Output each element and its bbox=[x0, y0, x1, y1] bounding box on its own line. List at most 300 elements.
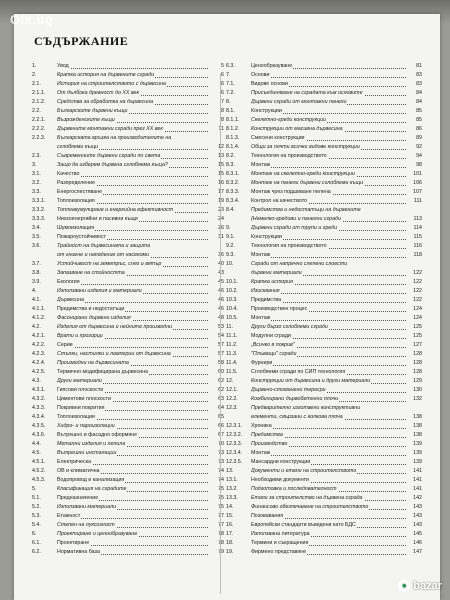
toc-page-number: 141 bbox=[413, 468, 422, 474]
toc-number: 12.3.5. bbox=[226, 459, 243, 465]
toc-number: 9.2. bbox=[226, 243, 235, 249]
toc-page-number: 78 bbox=[218, 540, 224, 546]
toc-number: 12.3.3. bbox=[226, 441, 243, 447]
toc-entry-text: Монтаж на панели дървени сглобяеми къщи bbox=[251, 180, 364, 186]
toc-row bbox=[226, 521, 422, 530]
toc-row bbox=[226, 530, 422, 539]
toc-entry-text: Модулни сгради bbox=[251, 333, 291, 339]
toc-entry-text: Монтаж bbox=[251, 315, 271, 321]
toc-row bbox=[32, 530, 224, 539]
toc-row bbox=[226, 62, 422, 71]
toc-page-number: 63 bbox=[218, 396, 224, 402]
toc-number: 12.2. bbox=[226, 396, 238, 402]
toc-row bbox=[226, 197, 422, 206]
toc-number: 4.2.5. bbox=[32, 369, 46, 375]
toc-page-number: 74 bbox=[218, 477, 224, 483]
toc-row bbox=[226, 152, 422, 161]
toc-entry-text: Конструкции bbox=[251, 108, 282, 114]
toc-page-number: 84 bbox=[416, 99, 422, 105]
toc-row bbox=[32, 449, 224, 458]
toc-row bbox=[32, 341, 224, 350]
toc-row bbox=[226, 71, 422, 80]
toc-number: 5. bbox=[32, 486, 37, 492]
toc-page-number: 31 bbox=[218, 234, 224, 240]
toc-page-number: 12 bbox=[218, 144, 224, 150]
toc-page-number: 15 bbox=[218, 162, 224, 168]
toc-entry-text: (Немелко-гредови и панелни сгради bbox=[251, 216, 341, 222]
toc-page-number: 17 bbox=[218, 189, 224, 195]
toc-row bbox=[226, 476, 422, 485]
toc-number: 9.3. bbox=[226, 252, 235, 258]
toc-row bbox=[226, 359, 422, 368]
toc-page-number: 65 bbox=[218, 414, 224, 420]
toc-number: 4.2.1. bbox=[32, 333, 46, 339]
toc-entry-text: Монтаж bbox=[251, 450, 271, 456]
toc-number: 12.3.4. bbox=[226, 450, 243, 456]
toc-entry-text: Дървено-стоманени тересри bbox=[251, 387, 326, 393]
toc-page-number: 147 bbox=[413, 549, 422, 555]
toc-number: 5.1. bbox=[32, 495, 41, 501]
toc-number: 3.3.1. bbox=[32, 198, 46, 204]
toc-entry-text: Електрическа bbox=[57, 459, 92, 465]
toc-page-number: 45 bbox=[218, 279, 224, 285]
toc-entry-text: Вътрешни инсталации bbox=[57, 450, 117, 456]
toc-entry-text: Шумоизолация bbox=[57, 225, 95, 231]
toc-number: 10.3. bbox=[226, 297, 238, 303]
toc-page-number: 11 bbox=[218, 126, 224, 132]
toc-page-number: 138 bbox=[413, 432, 422, 438]
toc-row bbox=[226, 269, 422, 278]
toc-entry-text: елементи, свързани с колкова плоча bbox=[251, 414, 343, 420]
toc-entry-text: Нискоенергийни и пасивни къщи bbox=[57, 216, 138, 222]
toc-page-number: 118 bbox=[413, 252, 422, 258]
toc-number: 4.2.4. bbox=[32, 360, 46, 366]
toc-number: 1. bbox=[32, 63, 37, 69]
toc-entry-text: Разпределение bbox=[57, 180, 96, 186]
toc-page-number: 6 bbox=[221, 90, 224, 96]
toc-entry-text: Европейски стандарти въведени като БДС bbox=[251, 522, 356, 528]
toc-row bbox=[226, 179, 422, 188]
toc-number: 8.3.3. bbox=[226, 189, 240, 195]
toc-row bbox=[32, 386, 224, 395]
toc-number: 8.3.4. bbox=[226, 198, 240, 204]
toc-entry-text: Хроника bbox=[251, 423, 272, 429]
toc-row bbox=[32, 107, 224, 116]
toc-number: 13. bbox=[226, 468, 234, 474]
toc-number: 8.3.1. bbox=[226, 171, 240, 177]
toc-row bbox=[226, 278, 422, 287]
toc-number: 4.2. bbox=[32, 324, 41, 330]
toc-row bbox=[226, 98, 422, 107]
toc-entry-text: Врати и прозорци bbox=[57, 333, 103, 339]
toc-entry-text: Комбинирани дървобетонни плочи bbox=[251, 396, 339, 402]
toc-page-number: 85 bbox=[416, 108, 422, 114]
toc-number: 8.3. bbox=[226, 162, 235, 168]
toc-entry-text: Степен на луксозност bbox=[57, 522, 115, 528]
toc-number: 10.1. bbox=[226, 279, 238, 285]
toc-entry-text: Други материали bbox=[57, 378, 102, 384]
toc-row bbox=[226, 548, 422, 557]
toc-column-left bbox=[32, 62, 224, 557]
toc-page-number: 92 bbox=[416, 144, 422, 150]
toc-entry-text: ОВ и климатична bbox=[57, 468, 100, 474]
toc-entry-text: Използвани изделия и материали bbox=[57, 288, 142, 294]
toc-row bbox=[32, 368, 224, 377]
toc-row bbox=[32, 80, 224, 89]
toc-page-number: 143 bbox=[413, 522, 422, 528]
toc-entry-text: Нормативна база bbox=[57, 549, 100, 555]
toc-page-number: 75 bbox=[218, 495, 224, 501]
toc-page-number: 138 bbox=[413, 423, 422, 429]
toc-row bbox=[32, 440, 224, 449]
toc-row bbox=[226, 440, 422, 449]
toc-entry-text: Общи за почти всички видове конструкции bbox=[251, 144, 360, 150]
toc-entry-text: Необходими документи bbox=[251, 477, 310, 483]
toc-row bbox=[32, 233, 224, 242]
toc-row bbox=[226, 395, 422, 404]
toc-entry-text: Защо да изберем дървена сглобяема къща? bbox=[57, 162, 168, 168]
toc-number: 4.5.2. bbox=[32, 468, 46, 474]
toc-number: 4.1.2. bbox=[32, 315, 46, 321]
toc-page-number: 139 bbox=[413, 450, 422, 456]
toc-number: 2.1. bbox=[32, 81, 41, 87]
toc-number: 8.1.4. bbox=[226, 144, 240, 150]
toc-number: 3. bbox=[32, 162, 37, 168]
toc-number: 6. bbox=[32, 531, 37, 537]
bazar-label: bazar bbox=[413, 580, 442, 592]
toc-row bbox=[32, 161, 224, 170]
toc-row bbox=[226, 287, 422, 296]
toc-page-number: 113 bbox=[413, 216, 422, 222]
toc-page-number: 94 bbox=[416, 153, 422, 159]
toc-number: 6.1. bbox=[32, 540, 41, 546]
toc-entry-text: Запазване на стойността bbox=[57, 270, 125, 276]
toc-entry-text: Топлоизолация bbox=[57, 198, 95, 204]
toc-page-number: 115 bbox=[413, 234, 422, 240]
toc-page-number: 7 bbox=[221, 99, 224, 105]
toc-entry-text: Водопровод и канализация bbox=[57, 477, 125, 483]
toc-page-number: 73 bbox=[218, 450, 224, 456]
toc-entry-text: Предимства и недостатъци bbox=[57, 306, 125, 312]
toc-row bbox=[226, 314, 422, 323]
toc-page-number: 6 bbox=[221, 81, 224, 87]
toc-row bbox=[226, 539, 422, 548]
toc-page-number: 19 bbox=[218, 198, 224, 204]
toc-row bbox=[32, 548, 224, 557]
toc-page-number: 128 bbox=[413, 369, 422, 375]
toc-entry-text: Енергоспестяване bbox=[57, 189, 103, 195]
toc-entry-text: Топлоизолации bbox=[57, 414, 95, 420]
toc-entry-text: Фурнири bbox=[251, 360, 273, 366]
toc-row bbox=[226, 233, 422, 242]
toc-row bbox=[32, 323, 224, 332]
toc-entry-text: Производствен процес bbox=[251, 306, 308, 312]
toc-row bbox=[226, 116, 422, 125]
toc-entry-text: Кратка история bbox=[251, 279, 293, 285]
toc-row bbox=[226, 89, 422, 98]
toc-row bbox=[32, 98, 224, 107]
toc-page-number: 141 bbox=[413, 477, 422, 483]
toc-page-number: 54 bbox=[218, 333, 224, 339]
toc-row bbox=[32, 467, 224, 476]
toc-entry-text: Други бързо сглобяеми сгради bbox=[251, 324, 328, 330]
toc-number: 14. bbox=[226, 504, 234, 510]
toc-row bbox=[226, 422, 422, 431]
toc-row bbox=[226, 107, 422, 116]
toc-number: 8. bbox=[226, 99, 231, 105]
toc-page-number: 83 bbox=[416, 81, 422, 87]
toc-row bbox=[32, 251, 224, 260]
toc-entry-text: Използвана литература bbox=[251, 531, 310, 537]
toc-row bbox=[226, 296, 422, 305]
toc-number: 3.5. bbox=[32, 234, 41, 240]
toc-row bbox=[32, 188, 224, 197]
toc-page-number: 81 bbox=[416, 63, 422, 69]
toc-entry-text: Топлоакумулиране и енергийна ефективност bbox=[57, 207, 174, 213]
toc-number: 7.2. bbox=[226, 90, 235, 96]
toc-number: 3.3. bbox=[32, 189, 41, 195]
toc-number: 3.1. bbox=[32, 171, 41, 177]
toc-entry-text: Трайност на дървесината и защита bbox=[57, 243, 151, 249]
toc-number: 6.2. bbox=[32, 549, 41, 555]
toc-number: 18. bbox=[226, 540, 234, 546]
toc-row bbox=[32, 125, 224, 134]
toc-number: 12.3.1. bbox=[226, 423, 243, 429]
toc-row bbox=[32, 422, 224, 431]
toc-page-number: 130 bbox=[413, 387, 422, 393]
toc-row bbox=[32, 350, 224, 359]
toc-number: 19. bbox=[226, 549, 234, 555]
toc-page-number: 85 bbox=[416, 117, 422, 123]
toc-row bbox=[226, 188, 422, 197]
toc-page-number: 46 bbox=[218, 306, 224, 312]
toc-row bbox=[226, 251, 422, 260]
toc-row bbox=[32, 116, 224, 125]
toc-number: 4.5. bbox=[32, 450, 41, 456]
toc-number: 12.3. bbox=[226, 405, 238, 411]
toc-number: 10.5. bbox=[226, 315, 238, 321]
toc-row bbox=[226, 242, 422, 251]
toc-number: 8.1. bbox=[226, 108, 235, 114]
toc-row bbox=[32, 512, 224, 521]
toc-page-number: 26 bbox=[218, 225, 224, 231]
toc-entry-text: Покривни покрития bbox=[57, 405, 105, 411]
toc-number: 2.3. bbox=[32, 153, 41, 159]
toc-row bbox=[226, 413, 422, 422]
toc-page-number: 124 bbox=[413, 306, 422, 312]
toc-entry-text: Технология на производството bbox=[251, 243, 327, 249]
toc-entry-text: От дълбока древност до XX век bbox=[57, 90, 140, 96]
toc-page-number: 48 bbox=[218, 315, 224, 321]
toc-entry-text: Мансардни конструкции bbox=[251, 459, 311, 465]
toc-number: 4.2.3. bbox=[32, 351, 46, 357]
toc-row bbox=[32, 296, 224, 305]
toc-row bbox=[226, 449, 422, 458]
toc-row bbox=[226, 143, 422, 152]
toc-page-number: 70 bbox=[218, 441, 224, 447]
toc-page-number: 67 bbox=[218, 432, 224, 438]
toc-entry-text: Фирмено представяне bbox=[251, 549, 307, 555]
toc-entry-text: Подготовка и последователност bbox=[251, 486, 337, 492]
toc-row bbox=[32, 89, 224, 98]
toc-page-number: 46 bbox=[218, 288, 224, 294]
toc-page-number: 62 bbox=[218, 387, 224, 393]
toc-number: 9. bbox=[226, 225, 231, 231]
toc-number: 10.2. bbox=[226, 288, 238, 294]
toc-entry-text: Документи и етапи на строителството bbox=[251, 468, 357, 474]
toc-entry-text: Технология на производството bbox=[251, 153, 327, 159]
toc-page-number: 64 bbox=[218, 405, 224, 411]
toc-row bbox=[32, 260, 224, 269]
toc-page-number: 79 bbox=[218, 549, 224, 555]
toc-page-number: 143 bbox=[413, 504, 422, 510]
toc-number: 3.3.2. bbox=[32, 207, 46, 213]
toc-number: 8.2. bbox=[226, 153, 235, 159]
toc-entry-text: Вътрешно и фасадно оформяне bbox=[57, 432, 138, 438]
toc-number: 4.3.4. bbox=[32, 414, 46, 420]
toc-page-number: 127 bbox=[413, 342, 422, 348]
toc-row bbox=[226, 404, 422, 413]
toc-number: 17. bbox=[226, 531, 234, 537]
toc-page-number: 101 bbox=[413, 171, 422, 177]
toc-row bbox=[32, 332, 224, 341]
toc-number: 5.4. bbox=[32, 522, 41, 528]
toc-entry-text: Термини и съкращения bbox=[251, 540, 309, 546]
toc-number: 4.3.3. bbox=[32, 405, 46, 411]
toc-number: 11.3. bbox=[226, 351, 238, 357]
toc-page-number: 66 bbox=[218, 423, 224, 429]
toc-entry-text: Производни на дървесината bbox=[57, 360, 129, 366]
toc-number: 6.3. bbox=[226, 63, 235, 69]
toc-page-number: 141 bbox=[413, 486, 422, 492]
toc-page-number: 122 bbox=[413, 279, 422, 285]
toc-number: 2.2. bbox=[32, 108, 41, 114]
toc-number: 2.2.2. bbox=[32, 126, 46, 132]
toc-row bbox=[226, 305, 422, 314]
toc-row bbox=[32, 152, 224, 161]
toc-page-number: 75 bbox=[218, 486, 224, 492]
toc-number: 8.4. bbox=[226, 207, 235, 213]
toc-page-number: 24 bbox=[218, 216, 224, 222]
toc-page-number: 86 bbox=[416, 126, 422, 132]
toc-row bbox=[226, 431, 422, 440]
toc-entry-text: Предварително изготвени конструктивни bbox=[251, 405, 361, 411]
toc-entry-text: Изделия от дървесина и нейните производни bbox=[57, 324, 173, 330]
page-title: СЪДЪРЖАНИЕ bbox=[34, 34, 129, 48]
toc-row bbox=[226, 458, 422, 467]
toc-page-number: 114 bbox=[413, 225, 422, 231]
toc-row bbox=[32, 404, 224, 413]
toc-entry-text: Гипсови плоскости bbox=[57, 387, 104, 393]
toc-page-number: 74 bbox=[218, 468, 224, 474]
toc-page-number: 128 bbox=[413, 351, 422, 357]
toc-entry-text: Предназначение bbox=[57, 495, 99, 501]
toc-entry-text: Метални изделия и лепила bbox=[57, 441, 126, 447]
toc-entry-text: Конструкции от дървесина и други материали bbox=[251, 378, 371, 384]
toc-row bbox=[226, 215, 422, 224]
toc-entry-text: сглобяеми къщи bbox=[57, 144, 99, 150]
toc-number: 3.9. bbox=[32, 279, 41, 285]
toc-page-number: 116 bbox=[413, 243, 422, 249]
toc-number: 3.2. bbox=[32, 180, 41, 186]
toc-entry-text: Българската връзка на производителите на bbox=[57, 135, 172, 141]
toc-entry-text: от гниене и нападение от насекоми bbox=[57, 252, 150, 258]
toc-page-number: 143 bbox=[413, 513, 422, 519]
toc-row bbox=[32, 413, 224, 422]
toc-row bbox=[226, 341, 422, 350]
toc-entry-text: Видове основи bbox=[251, 81, 288, 87]
toc-row bbox=[226, 260, 422, 269]
toc-row bbox=[32, 377, 224, 386]
toc-page-number: 142 bbox=[413, 495, 422, 501]
toc-entry-text: Изисквания bbox=[251, 288, 280, 294]
toc-entry-text: Устойчивост на земетръс, сняг и вятър bbox=[57, 261, 162, 267]
toc-row bbox=[32, 458, 224, 467]
toc-number: 4.4. bbox=[32, 441, 41, 447]
toc-entry-text: Проектиране и ценообразуване bbox=[57, 531, 138, 537]
toc-page-number: 57 bbox=[218, 351, 224, 357]
toc-page-number: 139 bbox=[413, 441, 422, 447]
toc-page-number: 16 bbox=[218, 180, 224, 186]
toc-page-number: 73 bbox=[218, 459, 224, 465]
toc-number: 10.4. bbox=[226, 306, 238, 312]
toc-number: 8.1.3. bbox=[226, 135, 240, 141]
toc-page-number: 138 bbox=[413, 414, 422, 420]
toc-page-number: 75 bbox=[218, 504, 224, 510]
toc-number: 8.3.2. bbox=[226, 180, 240, 186]
toc-page-number: 6 bbox=[221, 72, 224, 78]
toc-page-number: 111 bbox=[413, 198, 422, 204]
toc-number: 4. bbox=[32, 288, 37, 294]
toc-entry-text: „Всичко в покрив" bbox=[251, 342, 295, 348]
toc-page-number: 53 bbox=[218, 324, 224, 330]
toc-row bbox=[226, 80, 422, 89]
toc-row bbox=[32, 431, 224, 440]
toc-number: 11. bbox=[226, 324, 233, 330]
toc-row bbox=[226, 332, 422, 341]
toc-entry-text: Дървените монтажни сгради през XX век bbox=[57, 126, 163, 132]
toc-row bbox=[32, 224, 224, 233]
toc-row bbox=[32, 314, 224, 323]
toc-row bbox=[32, 305, 224, 314]
toc-page-number: 84 bbox=[416, 90, 422, 96]
toc-number: 11.1. bbox=[226, 333, 238, 339]
toc-row bbox=[226, 494, 422, 503]
toc-row bbox=[32, 206, 224, 215]
toc-entry-text: Дървесина bbox=[57, 297, 84, 303]
toc-page-number: 128 bbox=[413, 360, 422, 366]
toc-number: 10. bbox=[226, 261, 234, 267]
toc-row bbox=[226, 386, 422, 395]
toc-page-number: 83 bbox=[416, 72, 422, 78]
toc-entry-text: Дървени сгради от трупи и греди bbox=[251, 225, 338, 231]
toc-row bbox=[226, 350, 422, 359]
toc-row bbox=[226, 206, 422, 215]
toc-entry-text: Монтаж чрез подшиване пелена bbox=[251, 189, 331, 195]
toc-page-number: 43 bbox=[218, 270, 224, 276]
toc-entry-text: Етапи за строителство на дървена сграда bbox=[251, 495, 363, 501]
toc-entry-text: Предимства bbox=[251, 432, 283, 438]
toc-number: 13.3. bbox=[226, 495, 238, 501]
toc-row bbox=[32, 494, 224, 503]
toc-row bbox=[32, 539, 224, 548]
toc-page-number: 125 bbox=[413, 333, 422, 339]
toc-row bbox=[226, 224, 422, 233]
toc-page-number: 8 bbox=[221, 117, 224, 123]
toc-column-right bbox=[226, 62, 422, 557]
toc-number: 15. bbox=[226, 513, 234, 519]
toc-row bbox=[32, 521, 224, 530]
